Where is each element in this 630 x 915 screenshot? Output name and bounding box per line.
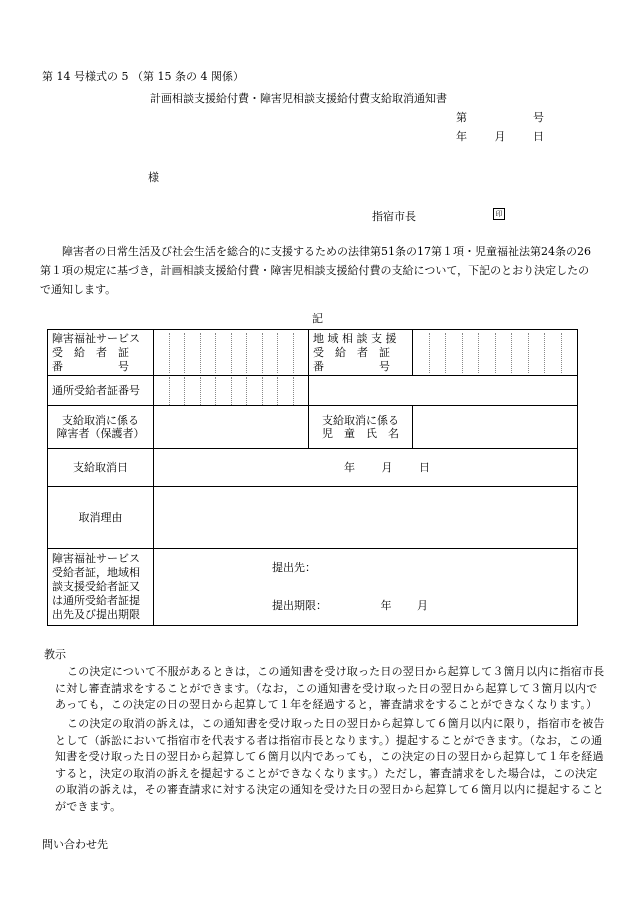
ki-heading: 記 [312,312,323,325]
label-line: 障害福祉サービス [52,332,140,345]
issuer-name: 指宿市長 [372,210,416,223]
contact-label: 問い合わせ先 [42,838,108,851]
deadline-month: 月 [417,599,428,613]
details-table [47,329,578,626]
kyoji-paragraph-2: この決定の取消の訴えは，この通知書を受け取った日の翌日から起算して６箇月以内に限り，指宿市を被告として（訴訟において指宿市を代表する者は指宿市長となります。）提起することができます。（なお，この通知書を受け取った日の翌日から起算して６箇月以内であっても，この決定の日の翌日から起算して１年を経過すると，決定の取消の訴えを提起することができなくなります。）ただし，審査請求をした場合は，この決定の取消の訴えは，その審査請求に対する決定の通知を受けた日の翌日から起算して６箇月以内に提起することができます。 [55,717,605,813]
submission-deadline: 提出期限： [272,599,327,613]
child-name-label [309,406,413,449]
label-line: 障害者（保護者） [56,427,145,441]
revocation-reason-field[interactable] [154,487,578,549]
label-line: 障害福祉サービス [52,552,140,566]
label-line: は通所受給者証提 [52,594,140,608]
day-service-cert-label: 通所受給者証番号 [48,376,154,406]
community-cert-label [309,330,413,376]
label-line: 受 給 者 証 [52,345,129,359]
label-line: 地 域 相 談 支 援 [313,332,397,345]
revoked-person-label [48,406,154,449]
issue-date [456,130,544,143]
digit-boxes [413,333,577,373]
digit-boxes [154,333,308,373]
revocation-date-label: 支給取消日 [48,449,154,487]
date-day: 日 [419,460,430,474]
label-line: 受 給 者 証 [313,345,390,359]
addressee-suffix: 様 [148,171,159,184]
document-title: 計画相談支援給付費・障害児相談支援給付費支給取消通知書 [150,92,447,105]
label-line: 番 号 [313,359,390,373]
deadline-year: 年 [380,599,392,613]
label-line: 受給者証，地域相 [52,566,140,580]
label-line: 番 号 [52,359,129,373]
label-line: 児 童 氏 名 [322,427,399,441]
form-number: 第 14 号様式の 5 （第 15 条の 4 関係） [42,70,244,83]
revocation-reason-label: 取消理由 [48,487,154,549]
label-line: 談支援受給者証又 [52,580,140,594]
community-cert-number-field[interactable] [413,330,578,376]
submission-field[interactable] [154,549,578,626]
submission-destination: 提出先： [272,561,316,575]
submission-label [48,549,154,626]
row2-blank [309,376,578,406]
date-month: 月 [494,130,506,143]
label-line: 支給取消に係る [322,413,399,427]
service-cert-label [48,330,154,376]
date-year: 年 [344,460,355,474]
kyoji-heading: 教示 [44,648,66,661]
date-year: 年 [456,130,467,143]
label-line: 出先及び提出期限 [52,608,140,622]
day-service-cert-number-field[interactable] [154,376,309,406]
seal-mark: 印 [493,208,505,220]
digit-boxes [154,377,308,405]
date-month: 月 [381,460,393,474]
submission-deadline-row [272,587,577,625]
revocation-date-field[interactable] [154,449,578,487]
number-suffix: 号 [533,111,544,124]
label-line: 支給取消に係る [62,413,139,427]
intro-paragraph: 障害者の日常生活及び社会生活を総合的に支援するための法律第51条の17第１項・児童福祉法第24条の26第１項の規定に基づき，計画相談支援給付費・障害児相談支援給付費の支給について，下記のとおり決定したので通知します。 [40,245,591,296]
child-name-field[interactable] [413,406,578,449]
date-day: 日 [533,130,544,143]
number-prefix: 第 [456,111,467,124]
service-cert-number-field[interactable] [154,330,309,376]
kyoji-paragraph-1: この決定について不服があるときは，この通知書を受け取った日の翌日から起算して３箇月以内に指宿市長に対し審査請求をすることができます。（なお，この通知書を受け取った日の翌日から起算して３箇月以内であっても，この決定の日の翌日から起算して１年を経過すると，審査請求をすることができなくなります。） [55,665,605,711]
revoked-person-field[interactable] [154,406,309,449]
